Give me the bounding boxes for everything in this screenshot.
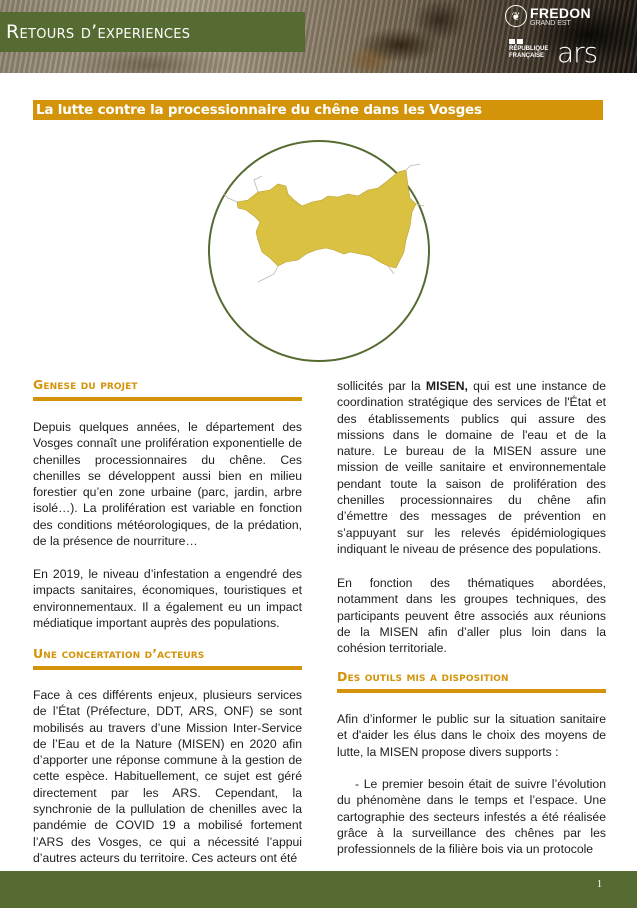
republique-francaise-logo — [509, 39, 548, 60]
header-title: Retours d’experiences — [6, 21, 191, 43]
genese-paragraph-1 — [33, 419, 302, 549]
concertation-paragraph-1 — [33, 687, 302, 866]
fredon-subtitle: GRAND EST — [530, 19, 571, 27]
fredon-logo — [505, 5, 591, 27]
marianne-flag-icon — [509, 39, 548, 44]
concertation-text-1: Face à ces différents enjeux, plusieurs services de l’État (Préfecture, DDT, ARS, ONF) se sont mobilisés au travers d’une Mission Inter-Service de l’Eau et de la Nature (MISEN) en 2020 afin d’apporter une réponse commune à la gestion de cette espèce. Habituellement, ce sujet est géré directement par les ARS. Cependant, la synchronie de la pullulation de chenilles avec la pandémie de COVID 19 a mobilisé fortement l’ARS des Vosges, ce qui a nécessité l’appui d’autres acteurs du territoire. Ces acteurs ont été — [33, 688, 302, 865]
concertation-paragraph-2 — [337, 575, 606, 656]
concertation-text-continued — [337, 378, 606, 557]
outils-bullet-1 — [337, 776, 606, 857]
misen-bold: MISEN, — [425, 379, 468, 393]
header-banner — [0, 0, 637, 73]
outils-bullet-text-1: - Le premier besoin était de suivre l’évolution du phénomène dans le temps et l’espace. Une cartographie des secteurs infestés a été réalisée grâce à la surveillance des chênes par les professionnels de la filière bois via un protocole — [337, 777, 606, 857]
continued-text-end: qui est une instance de coordination stratégique des services de l'État et des établissements publics qui assure des missions dans le domaine de l'eau et de la nature. Le bureau de la MISEN assure une mission de veille sanitaire et environnementale pendant toute la saison de prolifération des chenilles processionnaires du chêne afin d’émettre des messages de prévention en s’appuyant sur les relevés épidémiologiques indiquant le niveau de présence des populations. — [337, 379, 606, 556]
header-title-bar — [0, 12, 305, 52]
outils-text-1: Afin d’informer le public sur la situation sanitaire et d'aider les élus dans le choix des moyens de lutte, la MISEN propose divers supports : — [337, 712, 606, 759]
section-heading-concertation: Une concertation d’acteurs — [33, 646, 302, 670]
partner-logos — [505, 5, 635, 71]
section-heading-outils: Des outils mis a disposition — [337, 669, 606, 693]
concertation-paragraph-1-continued — [337, 378, 606, 557]
genese-text-1: Depuis quelques années, le département des Vosges connaît une prolifération exponentielle de chenilles processionnaires du chêne. Ces chenilles se développent aussi bien en milieu forestier qu’en zone urbaine (parc, jardin, arbre isolé…). La prolifération est variable en fonction des conditions météorologiques, de la prédation, de la présence de nourriture… — [33, 420, 302, 549]
page-number: 1 — [597, 879, 602, 890]
concertation-text-2: En fonction des thématiques abordées, notamment dans les groupes techniques, des participants peuvent être associés aux réunions de la MISEN afin d’aller plus loin dans la cohésion territoriale. — [337, 576, 606, 656]
document-title-band — [33, 100, 603, 120]
republique-line-2: FRANÇAISE — [509, 52, 545, 59]
vosges-map-icon — [210, 142, 427, 359]
republique-line-1: RÉPUBLIQUE — [509, 46, 549, 52]
ars-logo: ars — [557, 36, 598, 69]
document-title: La lutte contre la processionnaire du chêne dans les Vosges — [36, 102, 482, 118]
fredon-name: FREDON — [530, 4, 591, 21]
genese-text-2: En 2019, le niveau d’infestation a engendré des impacts sanitaires, économiques, touristiques et environnementaux. Il a également eu un impact médiatique important auprès des populations. — [33, 567, 302, 630]
outils-paragraph-1 — [337, 711, 606, 760]
genese-paragraph-2 — [33, 566, 302, 631]
leaf-emblem-icon: ❦ — [505, 5, 527, 27]
vosges-map-figure — [208, 140, 430, 362]
continued-text-start: sollicités par la — [337, 379, 426, 393]
footer-bar — [0, 871, 637, 908]
section-heading-genese: Genese du projet — [33, 377, 302, 401]
